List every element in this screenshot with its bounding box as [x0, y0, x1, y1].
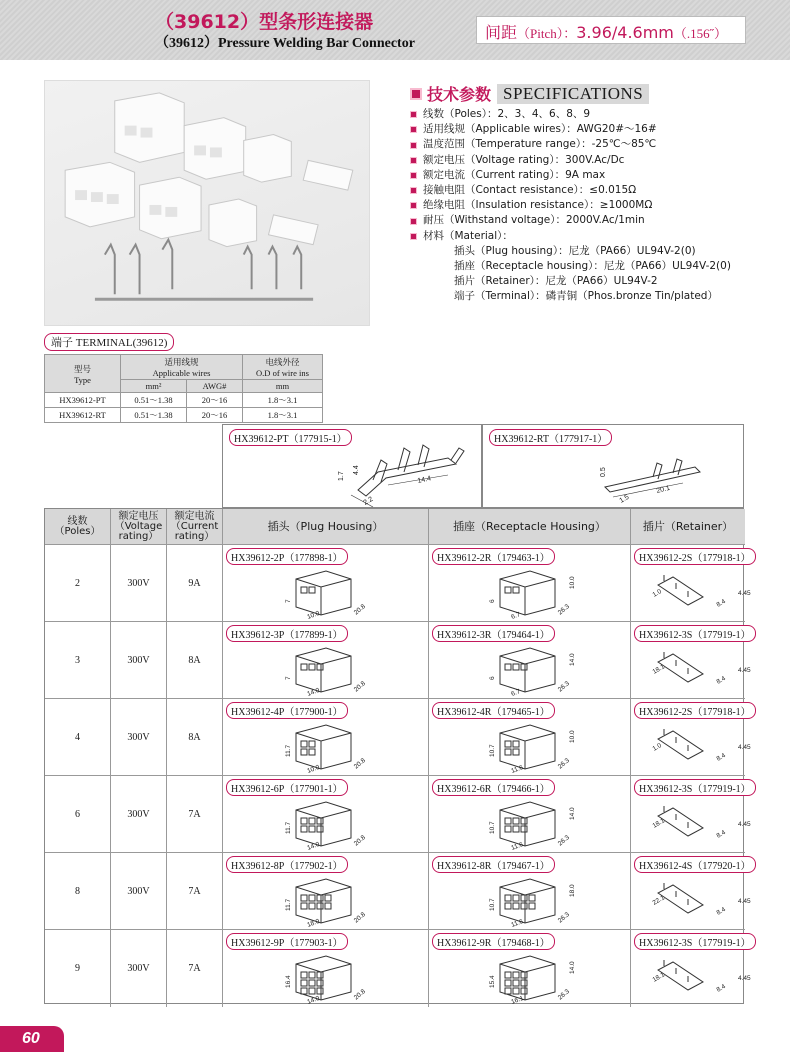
dimension-label: 26.3 [556, 834, 571, 848]
cavity-mark [301, 664, 307, 670]
th-receptacle: 插座（Receptacle Housing） [429, 509, 631, 544]
receptacle-drawing [429, 622, 631, 699]
terminal-drawing-rt [482, 424, 744, 508]
current-cell: 9A [167, 545, 223, 622]
cavity-mark [317, 826, 323, 832]
cavity-mark [309, 826, 315, 832]
material-item: 端子（Terminal）：磷青铜（Phos.bronze Tin/plated） [454, 290, 718, 303]
specs-title-en: SPECIFICATIONS [497, 84, 649, 104]
page-header [0, 0, 790, 60]
part-number-label: HX39612-3P（177899-1） [226, 625, 348, 642]
poles-cell: 6 [45, 776, 111, 853]
th-mm: mm [243, 380, 323, 393]
dimension-label: 26.3 [556, 757, 571, 771]
svg-text:4.4: 4.4 [353, 465, 360, 475]
dimension-label: 14.0 [569, 653, 576, 666]
cavity-mark [317, 980, 323, 986]
cavity-mark [301, 818, 307, 824]
bullet-square-icon [410, 88, 422, 100]
pitch-zh: 间距 [485, 23, 518, 42]
svg-text:0.5: 0.5 [600, 467, 607, 477]
current-cell: 8A [167, 622, 223, 699]
spec-item: 线数（Poles）：2、3、4、6、8、9 [410, 107, 731, 122]
cavity-mark [521, 895, 527, 901]
specs-title-zh: 技术参数 [427, 85, 492, 104]
dimension-label: 11.6 [510, 764, 525, 775]
dimension-label: 26.3 [556, 603, 571, 617]
cavity-mark [309, 741, 315, 747]
dimension-label: 6.7 [510, 688, 522, 698]
dimension-label: 4.45 [738, 590, 751, 597]
cavity-mark [521, 980, 527, 986]
spec-item: 额定电流（Current rating）：9A max [410, 168, 731, 183]
cavity-mark [513, 664, 519, 670]
receptacle-cell [429, 545, 631, 622]
spec-item: 耐压（Withstand voltage）：2000V.Ac/1min [410, 213, 731, 228]
bullet-icon [410, 202, 417, 209]
title-en: （39612）Pressure Welding Bar Connector [155, 36, 415, 51]
poles-cell: 2 [45, 545, 111, 622]
spec-item: 温度范围（Temperature range）：-25℃～85℃ [410, 137, 731, 152]
dimension-label: 14.0 [569, 807, 576, 820]
plug-cell [223, 622, 429, 699]
dimension-label: 18.1 [651, 817, 666, 830]
title-zh: （39612）型条形连接器 [155, 11, 374, 33]
cavity-mark [521, 988, 527, 994]
dimension-label: 8.4 [715, 598, 727, 609]
plug-cell [223, 699, 429, 776]
table-row [45, 544, 751, 621]
cavity-mark [505, 818, 511, 824]
dimension-label: 15.4 [489, 975, 496, 988]
dimension-label: 16.1 [510, 994, 525, 1006]
current-cell: 7A [167, 930, 223, 1007]
pitch-value: 3.96/4.6mm [576, 23, 674, 42]
dimension-label: 7 [285, 599, 292, 603]
part-number-label: HX39612-4P（177900-1） [226, 702, 348, 719]
dimension-label: 4.45 [738, 821, 751, 828]
cavity-mark [521, 826, 527, 832]
receptacle-cell [429, 622, 631, 699]
plug-cell [223, 545, 429, 622]
retainer-cell [631, 930, 751, 1007]
page-footer [0, 1026, 790, 1052]
dimension-label: 26.3 [556, 911, 571, 925]
dimension-label: 11.7 [285, 821, 292, 834]
part-number-label: HX39612-4S（177920-1） [634, 856, 756, 873]
dimension-label: 20.8 [352, 988, 367, 1002]
dimension-label: 26.3 [556, 988, 571, 1002]
cavity-mark [301, 903, 307, 909]
dimension-label: 11.6 [510, 841, 525, 852]
part-number-label: HX39612-3S（177919-1） [634, 933, 756, 950]
retainer-drawing [631, 930, 751, 1007]
poles-cell: 9 [45, 930, 111, 1007]
dimension-label: 11.7 [285, 744, 292, 757]
spec-item: 适用线规（Applicable wires）：AWG20#～16# [410, 122, 731, 137]
part-number-label: HX39612-2S（177918-1） [634, 548, 756, 565]
bullet-icon [410, 218, 417, 225]
bullet-icon [410, 157, 417, 164]
pitch-box [476, 16, 746, 44]
cavity-mark [309, 972, 315, 978]
cavity-mark [521, 972, 527, 978]
dimension-label: 8.4 [715, 829, 727, 840]
dimension-label: 20.8 [352, 911, 367, 925]
voltage-cell: 300V [111, 776, 167, 853]
dimension-label: 6 [489, 599, 496, 603]
cavity-mark [317, 664, 323, 670]
retainer-cell [631, 545, 751, 622]
retainer-drawing [631, 853, 751, 930]
product-photo [44, 80, 370, 326]
terminal-drawing-pt [222, 424, 482, 508]
pitch-en: （Pitch）： [517, 26, 577, 41]
cavity-mark [513, 741, 519, 747]
cavity-mark [309, 749, 315, 755]
plug-drawing [223, 776, 429, 853]
part-number-label: HX39612-6R（179466-1） [432, 779, 555, 796]
voltage-cell: 300V [111, 699, 167, 776]
cavity-mark [301, 826, 307, 832]
cavity-mark [301, 895, 307, 901]
dimension-label: 4.45 [738, 898, 751, 905]
cavity-mark [505, 895, 511, 901]
part-number-label: HX39612-9R（179468-1） [432, 933, 555, 950]
cavity-mark [309, 980, 315, 986]
material-item: 插头（Plug housing）：尼龙（PA66）UL94V-2(0) [454, 244, 696, 257]
cavity-mark [309, 664, 315, 670]
dimension-label: 26.3 [556, 680, 571, 694]
dimension-label: 20.8 [352, 757, 367, 771]
cavity-mark [513, 972, 519, 978]
dimension-label: 7 [285, 676, 292, 680]
spec-item: 材料（Material）： [410, 229, 731, 244]
receptacle-drawing [429, 545, 631, 622]
th-awg: AWG# [187, 380, 243, 393]
receptacle-cell [429, 699, 631, 776]
retainer-drawing [631, 545, 751, 622]
th-mm2: mm² [121, 380, 187, 393]
svg-text:14.4: 14.4 [416, 475, 432, 485]
svg-text:20.1: 20.1 [655, 484, 671, 495]
cavity-mark [309, 587, 315, 593]
voltage-cell: 300V [111, 853, 167, 930]
th-poles: 线数 （Poles） [45, 509, 111, 544]
current-cell: 7A [167, 776, 223, 853]
table-row: HX39612-RT 0.51～1.38 20～16 1.8～3.1 [45, 408, 323, 423]
dimension-label: 14.0 [569, 961, 576, 974]
receptacle-drawing [429, 853, 631, 930]
material-item: 插片（Retainer）：尼龙（PA66）UL94V-2 [454, 275, 658, 288]
cavity-mark [325, 903, 331, 909]
th-retainer: 插片（Retainer） [631, 509, 745, 544]
receptacle-cell [429, 853, 631, 930]
poles-cell: 4 [45, 699, 111, 776]
part-number-label: HX39612-2P（177898-1） [226, 548, 348, 565]
th-current: 额定电流 （Current rating） [167, 509, 223, 544]
retainer-drawing [631, 622, 751, 699]
dimension-label: 18.1 [651, 663, 666, 676]
cavity-mark [521, 903, 527, 909]
dimension-label: 20.8 [352, 603, 367, 617]
table-row [45, 698, 751, 775]
cavity-mark [505, 664, 511, 670]
dimension-label: 10.0 [306, 763, 321, 775]
cavity-mark [529, 895, 535, 901]
cavity-mark [513, 749, 519, 755]
plug-drawing [223, 545, 429, 622]
plug-cell [223, 776, 429, 853]
cavity-mark [513, 587, 519, 593]
part-number-label: HX39612-3R（179464-1） [432, 625, 555, 642]
cavity-mark [513, 980, 519, 986]
dimension-label: 18.0 [306, 917, 321, 929]
part-number-label: HX39612-2S（177918-1） [634, 702, 756, 719]
receptacle-drawing [429, 930, 631, 1007]
dimension-label: 14.0 [306, 686, 321, 698]
bullet-icon [410, 111, 417, 118]
voltage-cell: 300V [111, 545, 167, 622]
table-row: HX39612-PT 0.51～1.38 20～16 1.8～3.1 [45, 393, 323, 408]
connector-photo-illustration [45, 81, 369, 325]
bullet-icon [410, 126, 417, 133]
cavity-mark [317, 988, 323, 994]
part-number-label: HX39612-4R（179465-1） [432, 702, 555, 719]
dimension-label: 8.4 [715, 906, 727, 917]
receptacle-cell [429, 930, 631, 1007]
th-od: 电线外径 O.D of wire ins [243, 355, 323, 380]
dimension-label: 20.8 [352, 680, 367, 694]
spec-item: 绝缘电阻（Insulation resistance）：≥1000MΩ [410, 198, 731, 213]
dimension-label: 22.1 [651, 894, 666, 907]
dimension-label: 18.1 [651, 971, 666, 984]
bullet-icon [410, 172, 417, 179]
retainer-drawing [631, 699, 751, 776]
dimension-label: 11.7 [285, 898, 292, 911]
table-row [45, 775, 751, 852]
dimension-label: 10.0 [569, 576, 576, 589]
table-row [45, 621, 751, 698]
receptacle-drawing [429, 699, 631, 776]
voltage-cell: 300V [111, 622, 167, 699]
th-voltage: 额定电压 （Voltage rating） [111, 509, 167, 544]
dimension-label: 4.45 [738, 667, 751, 674]
dimension-label: 10.0 [569, 730, 576, 743]
specs-list [410, 107, 731, 305]
table-row [45, 929, 751, 1006]
dimension-label: 14.0 [306, 840, 321, 852]
cavity-mark [505, 826, 511, 832]
cavity-mark [309, 988, 315, 994]
part-number-label: HX39612-9P（177903-1） [226, 933, 348, 950]
cavity-mark [309, 895, 315, 901]
receptacle-cell [429, 776, 631, 853]
dimension-label: 4.45 [738, 975, 751, 982]
plug-drawing [223, 699, 429, 776]
bullet-icon [410, 187, 417, 194]
part-number-label: HX39612-6P（177901-1） [226, 779, 348, 796]
cavity-mark [505, 972, 511, 978]
page-number: 60 [0, 1026, 64, 1052]
cavity-mark [513, 895, 519, 901]
part-number-label: HX39612-2R（179463-1） [432, 548, 555, 565]
voltage-cell: 300V [111, 930, 167, 1007]
dimension-label: 16.4 [285, 975, 292, 988]
retainer-cell [631, 853, 751, 930]
dimension-label: 14.0 [306, 994, 321, 1006]
spec-item: 额定电压（Voltage rating）：300V.Ac/Dc [410, 153, 731, 168]
cavity-mark [505, 587, 511, 593]
cavity-mark [317, 895, 323, 901]
retainer-cell [631, 699, 751, 776]
plug-cell [223, 853, 429, 930]
plug-drawing [223, 622, 429, 699]
cavity-mark [317, 903, 323, 909]
dimension-label: 8.4 [715, 752, 727, 763]
dimension-label: 1.0 [651, 588, 663, 599]
dimension-label: 10.7 [489, 898, 496, 911]
cavity-mark [513, 903, 519, 909]
cavity-mark [301, 972, 307, 978]
th-type: 型号 Type [45, 355, 121, 393]
cavity-mark [301, 988, 307, 994]
dimension-label: 8.4 [715, 675, 727, 686]
dimension-label: 1.0 [651, 742, 663, 753]
part-number-label: HX39612-3S（177919-1） [634, 625, 756, 642]
part-number-label: HX39612-3S（177919-1） [634, 779, 756, 796]
specs-heading [410, 82, 649, 105]
material-item: 插座（Receptacle housing）：尼龙（PA66）UL94V-2(0) [454, 260, 731, 273]
bullet-icon [410, 233, 417, 240]
svg-text:1.7: 1.7 [338, 471, 345, 481]
plug-drawing [223, 853, 429, 930]
drawing-label: HX39612-RT（177917-1） [489, 429, 612, 446]
poles-cell: 8 [45, 853, 111, 930]
cavity-mark [301, 980, 307, 986]
cavity-mark [309, 903, 315, 909]
dimension-label: 20.8 [352, 834, 367, 848]
cavity-mark [505, 741, 511, 747]
dimension-label: 8.4 [715, 983, 727, 994]
cavity-mark [505, 903, 511, 909]
dimension-label: 10.7 [489, 821, 496, 834]
svg-text:1.5: 1.5 [618, 493, 631, 505]
svg-text:2.2: 2.2 [362, 495, 375, 507]
dimension-label: 10.0 [306, 609, 321, 621]
cavity-mark [529, 903, 535, 909]
cavity-mark [325, 895, 331, 901]
cavity-mark [317, 818, 323, 824]
poles-cell: 3 [45, 622, 111, 699]
dimension-label: 10.7 [489, 744, 496, 757]
current-cell: 7A [167, 853, 223, 930]
retainer-cell [631, 776, 751, 853]
plug-drawing [223, 930, 429, 1007]
table-row [45, 852, 751, 929]
terminal-table [44, 354, 323, 423]
pitch-inch: （.156˝） [673, 26, 727, 41]
cavity-mark [513, 988, 519, 994]
terminal-label: 端子 TERMINAL(39612) [44, 333, 174, 351]
part-number-label: HX39612-8P（177902-1） [226, 856, 348, 873]
current-cell: 8A [167, 699, 223, 776]
retainer-drawing [631, 776, 751, 853]
th-wires: 适用线规 Applicable wires [121, 355, 243, 380]
cavity-mark [317, 972, 323, 978]
spec-item: 接触电阻（Contact resistance）：≤0.015Ω [410, 183, 731, 198]
cavity-mark [513, 818, 519, 824]
dimension-label: 11.6 [510, 918, 525, 929]
retainer-cell [631, 622, 751, 699]
cavity-mark [301, 587, 307, 593]
drawing-label: HX39612-PT（177915-1） [229, 429, 352, 446]
cavity-mark [505, 980, 511, 986]
th-plug: 插头（Plug Housing） [223, 509, 429, 544]
dimension-label: 6 [489, 676, 496, 680]
dimension-label: 18.0 [569, 884, 576, 897]
cavity-mark [521, 818, 527, 824]
plug-cell [223, 930, 429, 1007]
cavity-mark [505, 749, 511, 755]
cavity-mark [309, 818, 315, 824]
dimension-label: 4.45 [738, 744, 751, 751]
bullet-icon [410, 142, 417, 149]
cavity-mark [301, 741, 307, 747]
dimension-label: 6.7 [510, 611, 522, 621]
cavity-mark [513, 826, 519, 832]
receptacle-drawing [429, 776, 631, 853]
cavity-mark [521, 664, 527, 670]
cavity-mark [301, 749, 307, 755]
part-number-label: HX39612-8R（179467-1） [432, 856, 555, 873]
cavity-mark [505, 988, 511, 994]
connector-table [44, 508, 751, 1006]
